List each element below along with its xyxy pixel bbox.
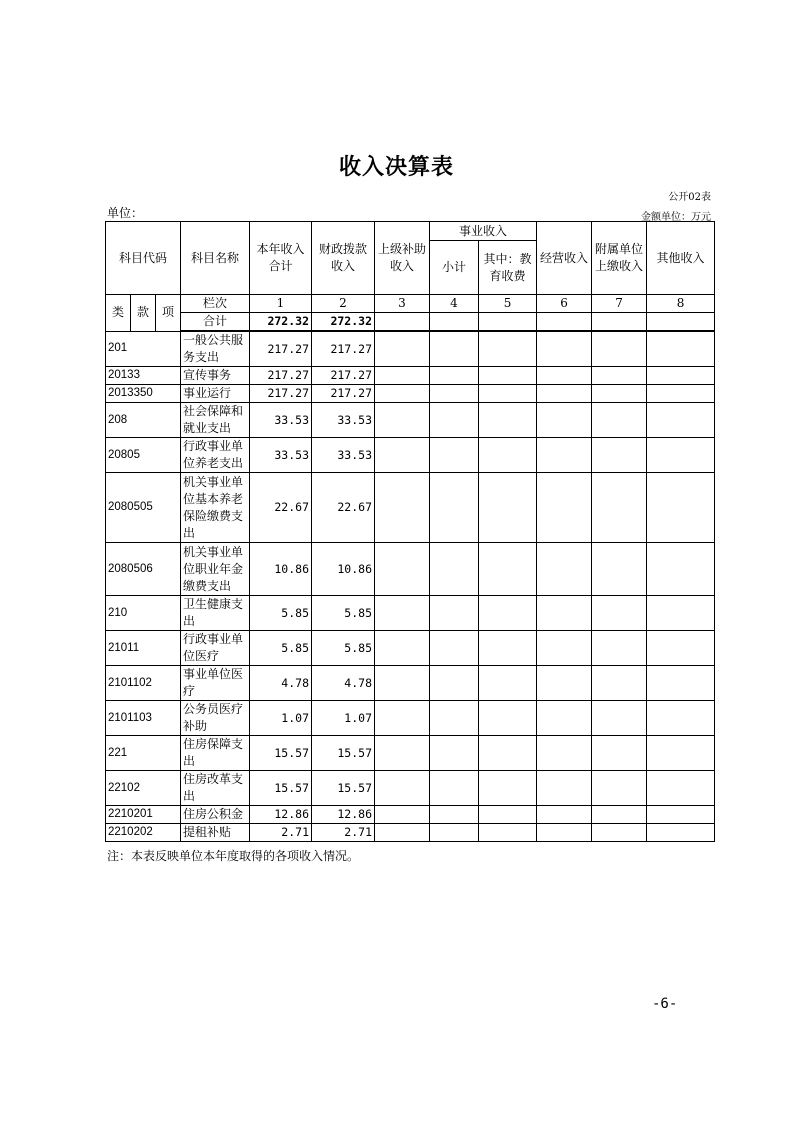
row-name: 提租补贴: [181, 824, 250, 842]
header-subtotal: 小计: [430, 241, 479, 295]
empty-cell: [375, 771, 430, 806]
empty-cell: [592, 473, 647, 543]
empty-cell: [479, 438, 537, 473]
row-fiscal: 33.53: [312, 403, 375, 438]
empty-cell: [647, 331, 715, 367]
header-xiang: 项: [156, 295, 181, 332]
empty-cell: [479, 824, 537, 842]
table-row: [106, 596, 715, 631]
table-row: [106, 473, 715, 543]
empty-cell: [537, 631, 592, 666]
empty-cell: [479, 666, 537, 701]
row-fiscal: 217.27: [312, 331, 375, 367]
empty-cell: [537, 806, 592, 824]
row-name: 住房保障支出: [181, 736, 250, 771]
empty-cell: [537, 666, 592, 701]
row-name: 住房公积金: [181, 806, 250, 824]
empty-cell: [479, 736, 537, 771]
empty-cell: [479, 596, 537, 631]
table-row: [106, 543, 715, 596]
row-code: 20133: [106, 367, 181, 385]
header-kuan: 款: [131, 295, 156, 332]
row-name: 事业单位医疗: [181, 666, 250, 701]
table-row: [106, 666, 715, 701]
empty-cell: [430, 736, 479, 771]
row-name: 住房改革支出: [181, 771, 250, 806]
unit-label: 单位：: [107, 206, 144, 220]
empty-cell: [537, 403, 592, 438]
row-code: 21011: [106, 631, 181, 666]
table-row: [106, 438, 715, 473]
empty-cell: [375, 666, 430, 701]
row-name: 公务员医疗补助: [181, 701, 250, 736]
total-row-label: 合计: [181, 313, 250, 332]
empty-cell: [537, 701, 592, 736]
empty-cell: [647, 385, 715, 403]
row-fiscal: 10.86: [312, 543, 375, 596]
empty-cell: [479, 543, 537, 596]
row-code: 208: [106, 403, 181, 438]
empty-cell: [592, 771, 647, 806]
header-fiscal-appropriation: 财政拨款收入: [312, 222, 375, 295]
table-row: [106, 367, 715, 385]
row-total: 15.57: [250, 736, 312, 771]
row-name: 卫生健康支出: [181, 596, 250, 631]
row-code: 221: [106, 736, 181, 771]
row-name: 行政事业单位医疗: [181, 631, 250, 666]
empty-cell: [375, 596, 430, 631]
empty-cell: [592, 806, 647, 824]
row-code: 2080505: [106, 473, 181, 543]
header-other-income: 其他收入: [647, 222, 715, 295]
row-total: 33.53: [250, 403, 312, 438]
row-name: 一般公共服务支出: [181, 331, 250, 367]
row-fiscal: 5.85: [312, 596, 375, 631]
header-lanci: 栏次: [181, 295, 250, 313]
empty-cell: [647, 596, 715, 631]
empty-cell: [430, 824, 479, 842]
table-row: [106, 806, 715, 824]
row-code: 210: [106, 596, 181, 631]
total-row-fiscal: 272.32: [312, 313, 375, 332]
row-fiscal: 5.85: [312, 631, 375, 666]
empty-cell: [537, 473, 592, 543]
empty-cell: [430, 771, 479, 806]
row-name: 机关事业单位职业年金缴费支出: [181, 543, 250, 596]
table-row: [106, 385, 715, 403]
empty-cell: [647, 367, 715, 385]
row-code: 22102: [106, 771, 181, 806]
table-row: [106, 403, 715, 438]
table-note: 注：本表反映单位本年度取得的各项收入情况。: [107, 849, 360, 863]
empty-cell: [537, 385, 592, 403]
empty-cell: [430, 806, 479, 824]
empty-cell: [647, 771, 715, 806]
empty-cell: [479, 331, 537, 367]
row-total: 1.07: [250, 701, 312, 736]
col-number: 6: [537, 295, 592, 313]
col-number: 7: [592, 295, 647, 313]
empty-cell: [537, 438, 592, 473]
row-fiscal: 4.78: [312, 666, 375, 701]
empty-cell: [647, 631, 715, 666]
row-fiscal: 12.86: [312, 806, 375, 824]
empty-cell: [479, 385, 537, 403]
empty-cell: [592, 736, 647, 771]
empty-cell: [375, 385, 430, 403]
row-code: 2101103: [106, 701, 181, 736]
empty-cell: [479, 631, 537, 666]
empty-cell: [430, 438, 479, 473]
header-superior-subsidy: 上级补助收入: [375, 222, 430, 295]
empty-cell: [375, 473, 430, 543]
empty-cell: [375, 438, 430, 473]
empty-cell: [537, 824, 592, 842]
empty-cell: [537, 771, 592, 806]
empty-cell: [647, 824, 715, 842]
header-business-income: 事业收入: [430, 222, 537, 241]
empty-cell: [479, 701, 537, 736]
row-total: 4.78: [250, 666, 312, 701]
empty-cell: [479, 806, 537, 824]
empty-cell: [592, 701, 647, 736]
row-code: 2210201: [106, 806, 181, 824]
row-total: 33.53: [250, 438, 312, 473]
empty-cell: [592, 543, 647, 596]
empty-cell: [479, 771, 537, 806]
empty-cell: [430, 596, 479, 631]
empty-cell: [647, 403, 715, 438]
row-fiscal: 15.57: [312, 771, 375, 806]
income-table: [105, 221, 715, 842]
empty-cell: [647, 438, 715, 473]
empty-cell: [479, 403, 537, 438]
empty-cell: [430, 367, 479, 385]
empty-cell: [647, 701, 715, 736]
page-number: -6-: [652, 996, 678, 1012]
empty-cell: [537, 736, 592, 771]
table-row: [106, 736, 715, 771]
page-title: 收入决算表: [338, 154, 454, 180]
row-code: 20805: [106, 438, 181, 473]
row-total: 5.85: [250, 631, 312, 666]
table-row: [106, 701, 715, 736]
row-fiscal: 1.07: [312, 701, 375, 736]
row-code: 2210202: [106, 824, 181, 842]
col-number: 1: [250, 295, 312, 313]
table-row: [106, 771, 715, 806]
empty-cell: [592, 824, 647, 842]
empty-cell: [592, 666, 647, 701]
row-name: 事业运行: [181, 385, 250, 403]
empty-cell: [430, 403, 479, 438]
empty-cell: [430, 385, 479, 403]
empty-cell: [537, 543, 592, 596]
empty-cell: [375, 701, 430, 736]
empty-cell: [592, 331, 647, 367]
empty-cell: [647, 666, 715, 701]
row-total: 12.86: [250, 806, 312, 824]
header-education-fee: 其中：教育收费: [479, 241, 537, 295]
empty-cell: [430, 473, 479, 543]
empty-cell: [430, 543, 479, 596]
empty-cell: [375, 824, 430, 842]
empty-cell: [375, 331, 430, 367]
table-row: [106, 331, 715, 367]
row-name: 行政事业单位养老支出: [181, 438, 250, 473]
row-fiscal: 217.27: [312, 385, 375, 403]
header-subject-code: 科目代码: [106, 222, 181, 295]
row-code: 2101102: [106, 666, 181, 701]
empty-cell: [537, 331, 592, 367]
row-total: 2.71: [250, 824, 312, 842]
empty-cell: [647, 473, 715, 543]
amount-unit-label: 金额单位：万元: [641, 212, 711, 223]
empty-cell: [647, 736, 715, 771]
empty-cell: [592, 385, 647, 403]
empty-cell: [537, 596, 592, 631]
header-lei: 类: [106, 295, 131, 332]
row-total: 217.27: [250, 367, 312, 385]
row-code: 201: [106, 331, 181, 367]
empty-cell: [592, 631, 647, 666]
empty-cell: [430, 631, 479, 666]
row-fiscal: 2.71: [312, 824, 375, 842]
table-row: [106, 824, 715, 842]
row-name: 宣传事务: [181, 367, 250, 385]
empty-cell: [430, 666, 479, 701]
row-total: 217.27: [250, 385, 312, 403]
row-total: 5.85: [250, 596, 312, 631]
header-affiliated-income: 附属单位上缴收入: [592, 222, 647, 295]
empty-cell: [647, 543, 715, 596]
empty-cell: [430, 701, 479, 736]
row-fiscal: 15.57: [312, 736, 375, 771]
empty-cell: [592, 596, 647, 631]
row-name: 机关事业单位基本养老保险缴费支出: [181, 473, 250, 543]
empty-cell: [592, 367, 647, 385]
row-code: 2013350: [106, 385, 181, 403]
header-subject-name: 科目名称: [181, 222, 250, 295]
empty-cell: [479, 367, 537, 385]
empty-cell: [430, 331, 479, 367]
empty-cell: [479, 473, 537, 543]
col-number: 3: [375, 295, 430, 313]
table-id-label: 公开02表: [668, 192, 711, 203]
col-number: 2: [312, 295, 375, 313]
row-total: 22.67: [250, 473, 312, 543]
table-row: [106, 631, 715, 666]
empty-cell: [592, 438, 647, 473]
col-number: 8: [647, 295, 715, 313]
col-number: 4: [430, 295, 479, 313]
empty-cell: [592, 403, 647, 438]
row-fiscal: 22.67: [312, 473, 375, 543]
row-name: 社会保障和就业支出: [181, 403, 250, 438]
col-number: 5: [479, 295, 537, 313]
header-total-income: 本年收入合计: [250, 222, 312, 295]
row-total: 15.57: [250, 771, 312, 806]
empty-cell: [375, 806, 430, 824]
empty-cell: [647, 806, 715, 824]
empty-cell: [375, 367, 430, 385]
empty-cell: [375, 543, 430, 596]
empty-cell: [375, 736, 430, 771]
empty-cell: [537, 367, 592, 385]
empty-cell: [375, 631, 430, 666]
row-total: 217.27: [250, 331, 312, 367]
row-total: 10.86: [250, 543, 312, 596]
empty-cell: [375, 403, 430, 438]
row-fiscal: 33.53: [312, 438, 375, 473]
row-fiscal: 217.27: [312, 367, 375, 385]
header-operating-income: 经营收入: [537, 222, 592, 295]
total-row-total: 272.32: [250, 313, 312, 332]
row-code: 2080506: [106, 543, 181, 596]
